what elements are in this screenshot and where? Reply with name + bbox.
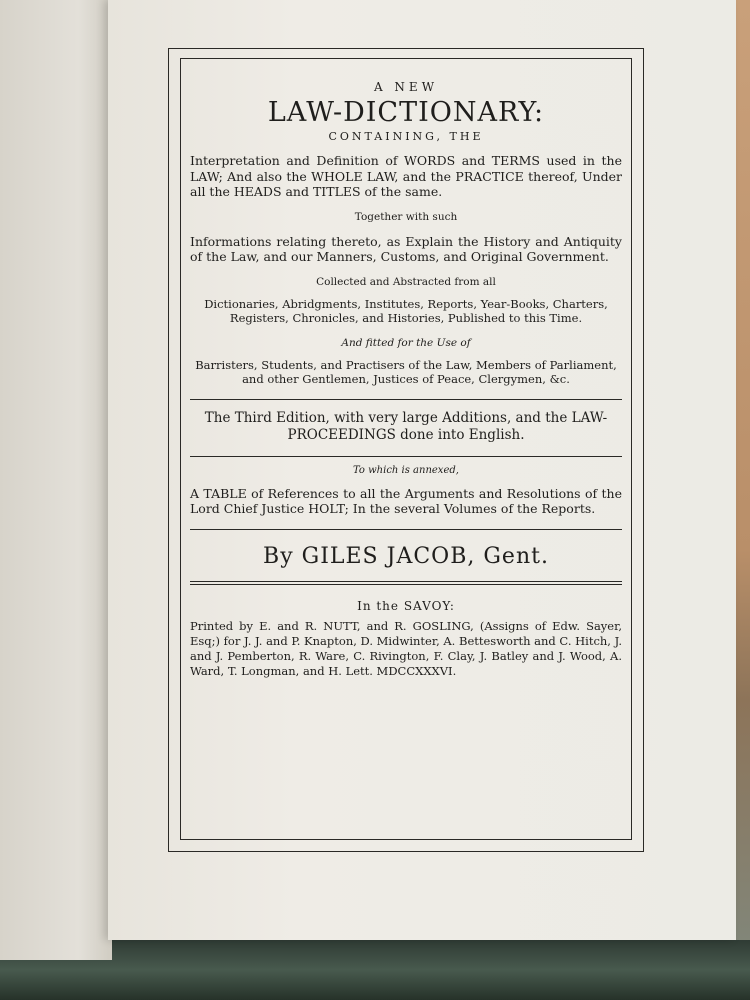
divider: [190, 584, 622, 585]
author-byline: By GILES JACOB, Gent.: [263, 543, 549, 569]
description-paragraph: Interpretation and Definition of WORDS and TERMS used in the LAW; And also the WHOLE LAW, and the PRACTICE thereof, Under all the HEADS and TITLES of the same.: [190, 153, 622, 199]
divider: [190, 456, 622, 457]
edition-statement: The Third Edition, with very large Additions, and the LAW-PROCEEDINGS done into English.: [204, 409, 608, 443]
table-paragraph: A TABLE of References to all the Arguments and Resolutions of the Lord Chief Justice HOLT; In the several Volumes of the Reports.: [190, 485, 622, 516]
facing-leaf: [0, 0, 112, 960]
a-new-line: A NEW: [373, 80, 439, 94]
sources-paragraph: Dictionaries, Abridgments, Institutes, Reports, Year-Books, Charters, Registers, Chronicles, and Histories, Published to this Time.: [204, 296, 608, 325]
place-line: In the SAVOY:: [357, 598, 455, 613]
divider: [190, 581, 622, 582]
together-line: Together with such: [354, 210, 458, 223]
title-page-text: [190, 66, 622, 679]
audience-paragraph: Barristers, Students, and Practisers of the Law, Members of Parliament, and other Gentlemen, Justices of Peace, Clergymen, &c.: [195, 357, 617, 386]
annexed-line: To which is annexed,: [353, 464, 459, 476]
informations-paragraph: Informations relating thereto, as Explain the History and Antiquity of the Law, and our Manners, Customs, and Original Government.: [190, 233, 622, 264]
main-title: LAW-DICTIONARY:: [267, 97, 545, 128]
background-cloth: [0, 940, 750, 1000]
divider: [190, 399, 622, 400]
divider: [190, 529, 622, 530]
imprint: Printed by E. and R. NUTT, and R. GOSLING, (Assigns of Edw. Sayer, Esq;) for J. J. and P. Knapton, D. Midwinter, A. Bettesworth and C. Hitch, J. and J. Pemberton, R. Ware, C. Rivington, F. Clay, J. Batley and J. Wood, A. Ward, T. Longman, and H. Lett. MDCCXXXVI.: [190, 618, 622, 678]
containing-line: CONTAINING, THE: [328, 130, 484, 143]
collected-line: Collected and Abstracted from all: [316, 275, 496, 288]
fitted-line: And fitted for the Use of: [341, 336, 471, 349]
